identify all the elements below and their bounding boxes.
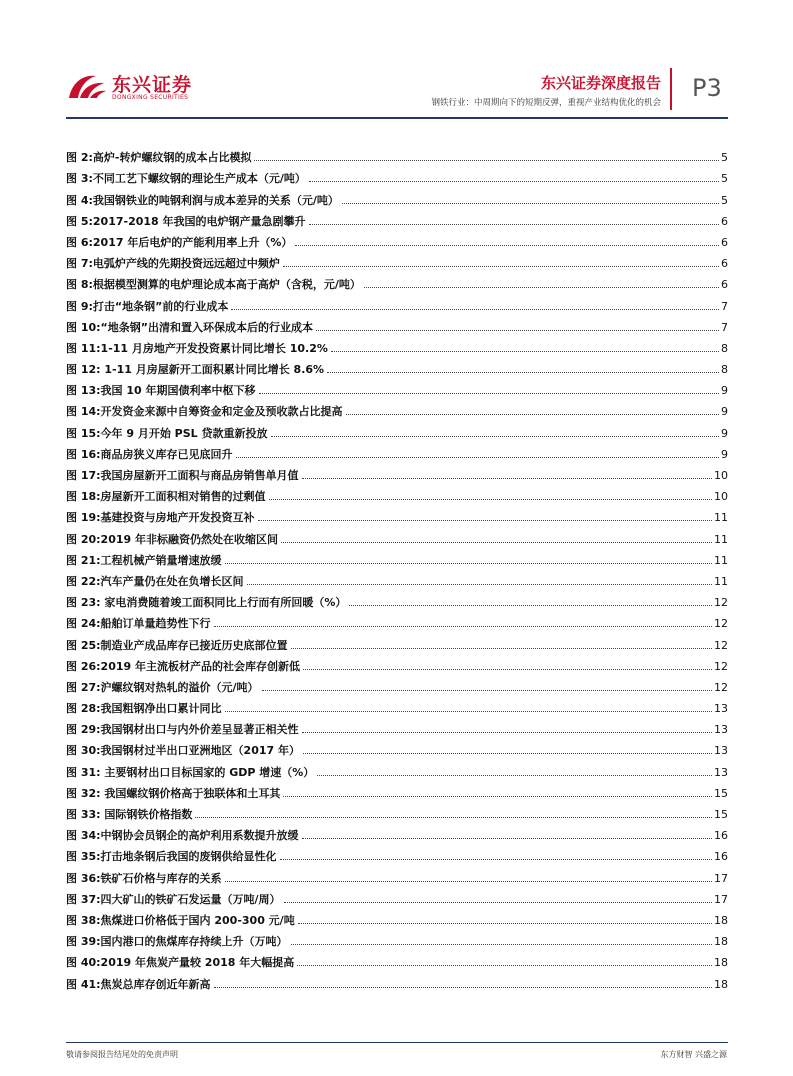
company-logo [66,68,196,108]
toc-entry-label: 图 36:铁矿石价格与库存的关系 [66,871,222,885]
toc-entry-label: 图 22:汽车产量仍在处在负增长区间 [66,574,244,588]
toc-entry-label: 图 3:不同工艺下螺纹钢的理论生产成本（元/吨） [66,172,306,186]
toc-entry-page: 12 [714,680,728,694]
toc-entry[interactable] [66,652,728,673]
toc-entry-label: 图 37:四大矿山的铁矿石发运量（万吨/周） [66,892,281,906]
toc-entry[interactable] [66,927,728,948]
toc-entry[interactable] [66,440,728,461]
toc-entry-page: 15 [714,808,728,821]
toc-leader-dots [331,351,719,352]
toc-entry-label: 图 23: 家电消费随着竣工面积同比上行而有所回暖（%） [66,596,347,610]
toc-entry-page: 5 [721,172,728,186]
toc-entry[interactable] [66,313,728,334]
toc-entry-page: 12 [714,596,728,610]
toc-entry-page: 6 [721,214,728,228]
toc-entry-page: 15 [714,786,728,800]
toc-entry-page: 18 [714,956,728,970]
toc-entry-page: 9 [721,384,728,398]
toc-leader-dots [247,584,712,585]
toc-leader-dots [342,203,719,204]
toc-leader-dots [317,775,712,776]
toc-entry-page: 9 [721,426,728,440]
toc-entry[interactable] [66,334,728,355]
footer-rule [66,1042,728,1043]
toc-entry-page: 11 [714,574,728,588]
toc-entry[interactable] [66,291,728,312]
toc-entry-page: 17 [714,871,728,885]
toc-entry-label: 图 28:我国粗钢净出口累计同比 [66,702,222,716]
toc-entry-label: 图 10:“地条钢”出清和置入环保成本后的行业成本 [66,320,313,334]
toc-entry-label: 图 11:1-11 月房地产开发投资累计同比增长 10.2% [66,341,328,355]
toc-entry[interactable] [66,673,728,694]
toc-entry-page: 6 [721,257,728,271]
toc-entry[interactable] [66,757,728,778]
toc-entry-page: 13 [714,765,728,779]
toc-entry-label: 图 6:2017 年后电炉的产能利用率上升（%） [66,235,293,249]
toc-entry[interactable] [66,164,728,185]
toc-entry-label: 图 12: 1-11 月房屋新开工面积累计同比增长 8.6% [66,363,325,377]
toc-entry-page: 10 [714,490,728,504]
toc-entry[interactable] [66,800,728,821]
toc-entry-label: 图 31: 主要钢材出口目标国家的 GDP 增速（%） [66,765,315,779]
toc-entry[interactable] [66,355,728,376]
toc-entry-label: 图 30:我国钢材过半出口亚洲地区（2017 年） [66,744,300,758]
toc-entry-page: 6 [721,235,728,249]
toc-entry[interactable] [66,546,728,567]
footer-disclaimer: 敬请参阅报告结尾处的免责声明 [66,1050,178,1059]
report-subtitle: 钢铁行业：中周期向下的短期反弹，重视产业结构优化的机会 [431,98,661,108]
toc-entry[interactable] [66,482,728,503]
toc-leader-dots [225,711,712,712]
toc-entry[interactable] [66,694,728,715]
toc-entry-label: 图 18:房屋新开工面积相对销售的过剩值 [66,490,266,504]
toc-entry-label: 图 2:高炉-转炉螺纹钢的成本占比模拟 [66,151,252,165]
toc-entry-label: 图 15:今年 9 月开始 PSL 贷款重新投放 [66,426,268,440]
toc-leader-dots [258,520,712,521]
toc-entry[interactable] [66,885,728,906]
toc-entry[interactable] [66,397,728,418]
toc-leader-dots [297,965,712,966]
toc-leader-dots [225,563,712,564]
toc-entry-label: 图 35:打击地条钢后我国的废钢供给显性化 [66,850,277,864]
toc-entry-page: 16 [714,850,728,864]
toc-leader-dots [302,732,712,733]
toc-entry-page: 9 [721,447,728,461]
toc-entry[interactable] [66,630,728,651]
toc-entry-page: 11 [714,553,728,567]
toc-leader-dots [302,478,712,479]
toc-entry-page: 6 [721,278,728,292]
toc-entry-label: 图 13:我国 10 年期国债利率中枢下移 [66,384,256,398]
toc-leader-dots [364,287,719,288]
toc-entry-page: 11 [714,532,728,546]
toc-entry-label: 图 25:制造业产成品库存已接近历史底部位置 [66,638,288,652]
toc-leader-dots [291,648,712,649]
toc-leader-dots [327,372,719,373]
toc-leader-dots [284,902,712,903]
toc-entry-label: 图 21:工程机械产销量增速放缓 [66,553,222,567]
toc-entry-page: 7 [721,320,728,334]
toc-leader-dots [214,987,712,988]
logo-en-text: DONGXING SECURITIES [112,94,189,101]
toc-leader-dots [309,181,719,182]
toc-entry-label: 图 38:焦煤进口价格低于国内 200-300 元/吨 [66,913,295,927]
toc-entry[interactable] [66,461,728,482]
toc-entry[interactable] [66,863,728,884]
toc-entry-label: 图 29:我国钢材出口与内外价差呈显著正相关性 [66,723,299,737]
toc-entry-page: 18 [714,977,728,991]
toc-entry-label: 图 40:2019 年焦炭产量较 2018 年大幅提高 [66,956,295,970]
toc-entry[interactable] [66,567,728,588]
toc-entry-page: 13 [714,744,728,758]
toc-entry[interactable] [66,906,728,927]
toc-entry-page: 18 [714,913,728,927]
toc-leader-dots [236,457,719,458]
toc-entry-page: 13 [714,723,728,737]
toc-entry[interactable] [66,821,728,842]
toc-leader-dots [349,605,712,606]
toc-entry-page: 10 [714,469,728,482]
footer-slogan: 东方财智 兴盛之源 [660,1050,727,1059]
toc-leader-dots [303,753,712,754]
toc-entry-page: 18 [714,935,728,949]
toc-leader-dots [271,436,719,437]
toc-leader-dots [309,224,719,225]
figure-toc-list [66,143,728,991]
header-rule [66,117,728,119]
toc-entry[interactable] [66,207,728,228]
toc-entry[interactable] [66,143,728,164]
toc-entry-page: 12 [714,659,728,673]
toc-entry-label: 图 24:船舶订单量趋势性下行 [66,617,211,631]
header-divider [670,68,672,110]
toc-entry-label: 图 20:2019 年非标融资仍然处在收缩区间 [66,532,278,546]
report-title: 东兴证券深度报告 [540,74,661,92]
toc-leader-dots [283,266,719,267]
toc-entry-page: 8 [721,341,728,355]
toc-leader-dots [262,690,712,691]
toc-leader-dots [291,944,712,945]
toc-entry[interactable] [66,842,728,863]
toc-entry-label: 图 4:我国钢铁业的吨钢利润与成本差异的关系（元/吨） [66,193,339,207]
toc-leader-dots [195,817,712,818]
toc-leader-dots [346,414,719,415]
toc-entry-page: 11 [714,511,728,525]
toc-entry[interactable] [66,948,728,969]
toc-leader-dots [214,626,712,627]
toc-entry[interactable] [66,969,728,990]
toc-entry-page: 16 [714,829,728,843]
toc-entry-label: 图 41:焦炭总库存创近年新高 [66,977,211,991]
toc-entry-label: 图 16:商品房狭义库存已见底回升 [66,447,233,461]
toc-leader-dots [295,245,719,246]
toc-entry[interactable] [66,249,728,270]
toc-leader-dots [283,796,712,797]
toc-entry-label: 图 19:基建投资与房地产开发投资互补 [66,511,255,525]
toc-leader-dots [259,393,719,394]
toc-entry-label: 图 9:打击“地条钢”前的行业成本 [66,299,229,313]
toc-leader-dots [280,859,712,860]
toc-entry[interactable] [66,270,728,291]
toc-entry-page: 5 [721,151,728,165]
toc-leader-dots [298,923,712,924]
toc-leader-dots [302,838,712,839]
page-number: P3 [692,74,722,102]
toc-entry[interactable] [66,418,728,439]
toc-entry-label: 图 14:开发资金来源中自筹资金和定金及预收款占比提高 [66,405,343,419]
toc-leader-dots [281,542,712,543]
toc-entry[interactable] [66,588,728,609]
toc-entry-page: 9 [721,405,728,419]
toc-entry[interactable] [66,609,728,630]
logo-cn-text: 东兴证券 [112,74,193,96]
toc-entry-page: 17 [714,892,728,906]
toc-entry-page: 8 [721,363,728,377]
toc-entry-label: 图 5:2017-2018 年我国的电炉钢产量急剧攀升 [66,214,306,228]
toc-leader-dots [303,669,712,670]
toc-entry-label: 图 34:中钢协会员钢企的高炉利用系数提升放缓 [66,829,299,843]
toc-entry[interactable] [66,376,728,397]
toc-entry-label: 图 32: 我国螺纹钢价格高于独联体和土耳其 [66,786,281,800]
toc-entry-page: 7 [721,299,728,313]
toc-leader-dots [254,160,719,161]
toc-leader-dots [231,309,719,310]
toc-leader-dots [316,330,719,331]
toc-entry[interactable] [66,503,728,524]
toc-entry-label: 图 33: 国际钢铁价格指数 [66,808,193,821]
toc-entry-label: 图 39:国内港口的焦煤库存持续上升（万吨） [66,935,288,949]
toc-leader-dots [225,881,712,882]
toc-entry-label: 图 26:2019 年主流板材产品的社会库存创新低 [66,659,300,673]
toc-entry-page: 12 [714,638,728,652]
toc-entry-label: 图 8:根据模型测算的电炉理论成本高于高炉（含税，元/吨） [66,278,361,292]
toc-entry-label: 图 17:我国房屋新开工面积与商品房销售单月值 [66,469,299,482]
toc-entry[interactable] [66,715,728,736]
dongxing-logo-icon [66,68,108,104]
toc-entry[interactable] [66,185,728,206]
toc-entry[interactable] [66,736,728,757]
toc-entry-label: 图 27:沪螺纹钢对热轧的溢价（元/吨） [66,680,259,694]
toc-entry-page: 5 [721,193,728,207]
toc-entry-page: 12 [714,617,728,631]
toc-entry[interactable] [66,524,728,545]
toc-leader-dots [269,499,712,500]
toc-entry-page: 13 [714,702,728,716]
page-header [0,0,793,122]
toc-entry-label: 图 7:电弧炉产线的先期投资远远超过中频炉 [66,257,280,271]
toc-entry[interactable] [66,779,728,800]
toc-entry[interactable] [66,228,728,249]
